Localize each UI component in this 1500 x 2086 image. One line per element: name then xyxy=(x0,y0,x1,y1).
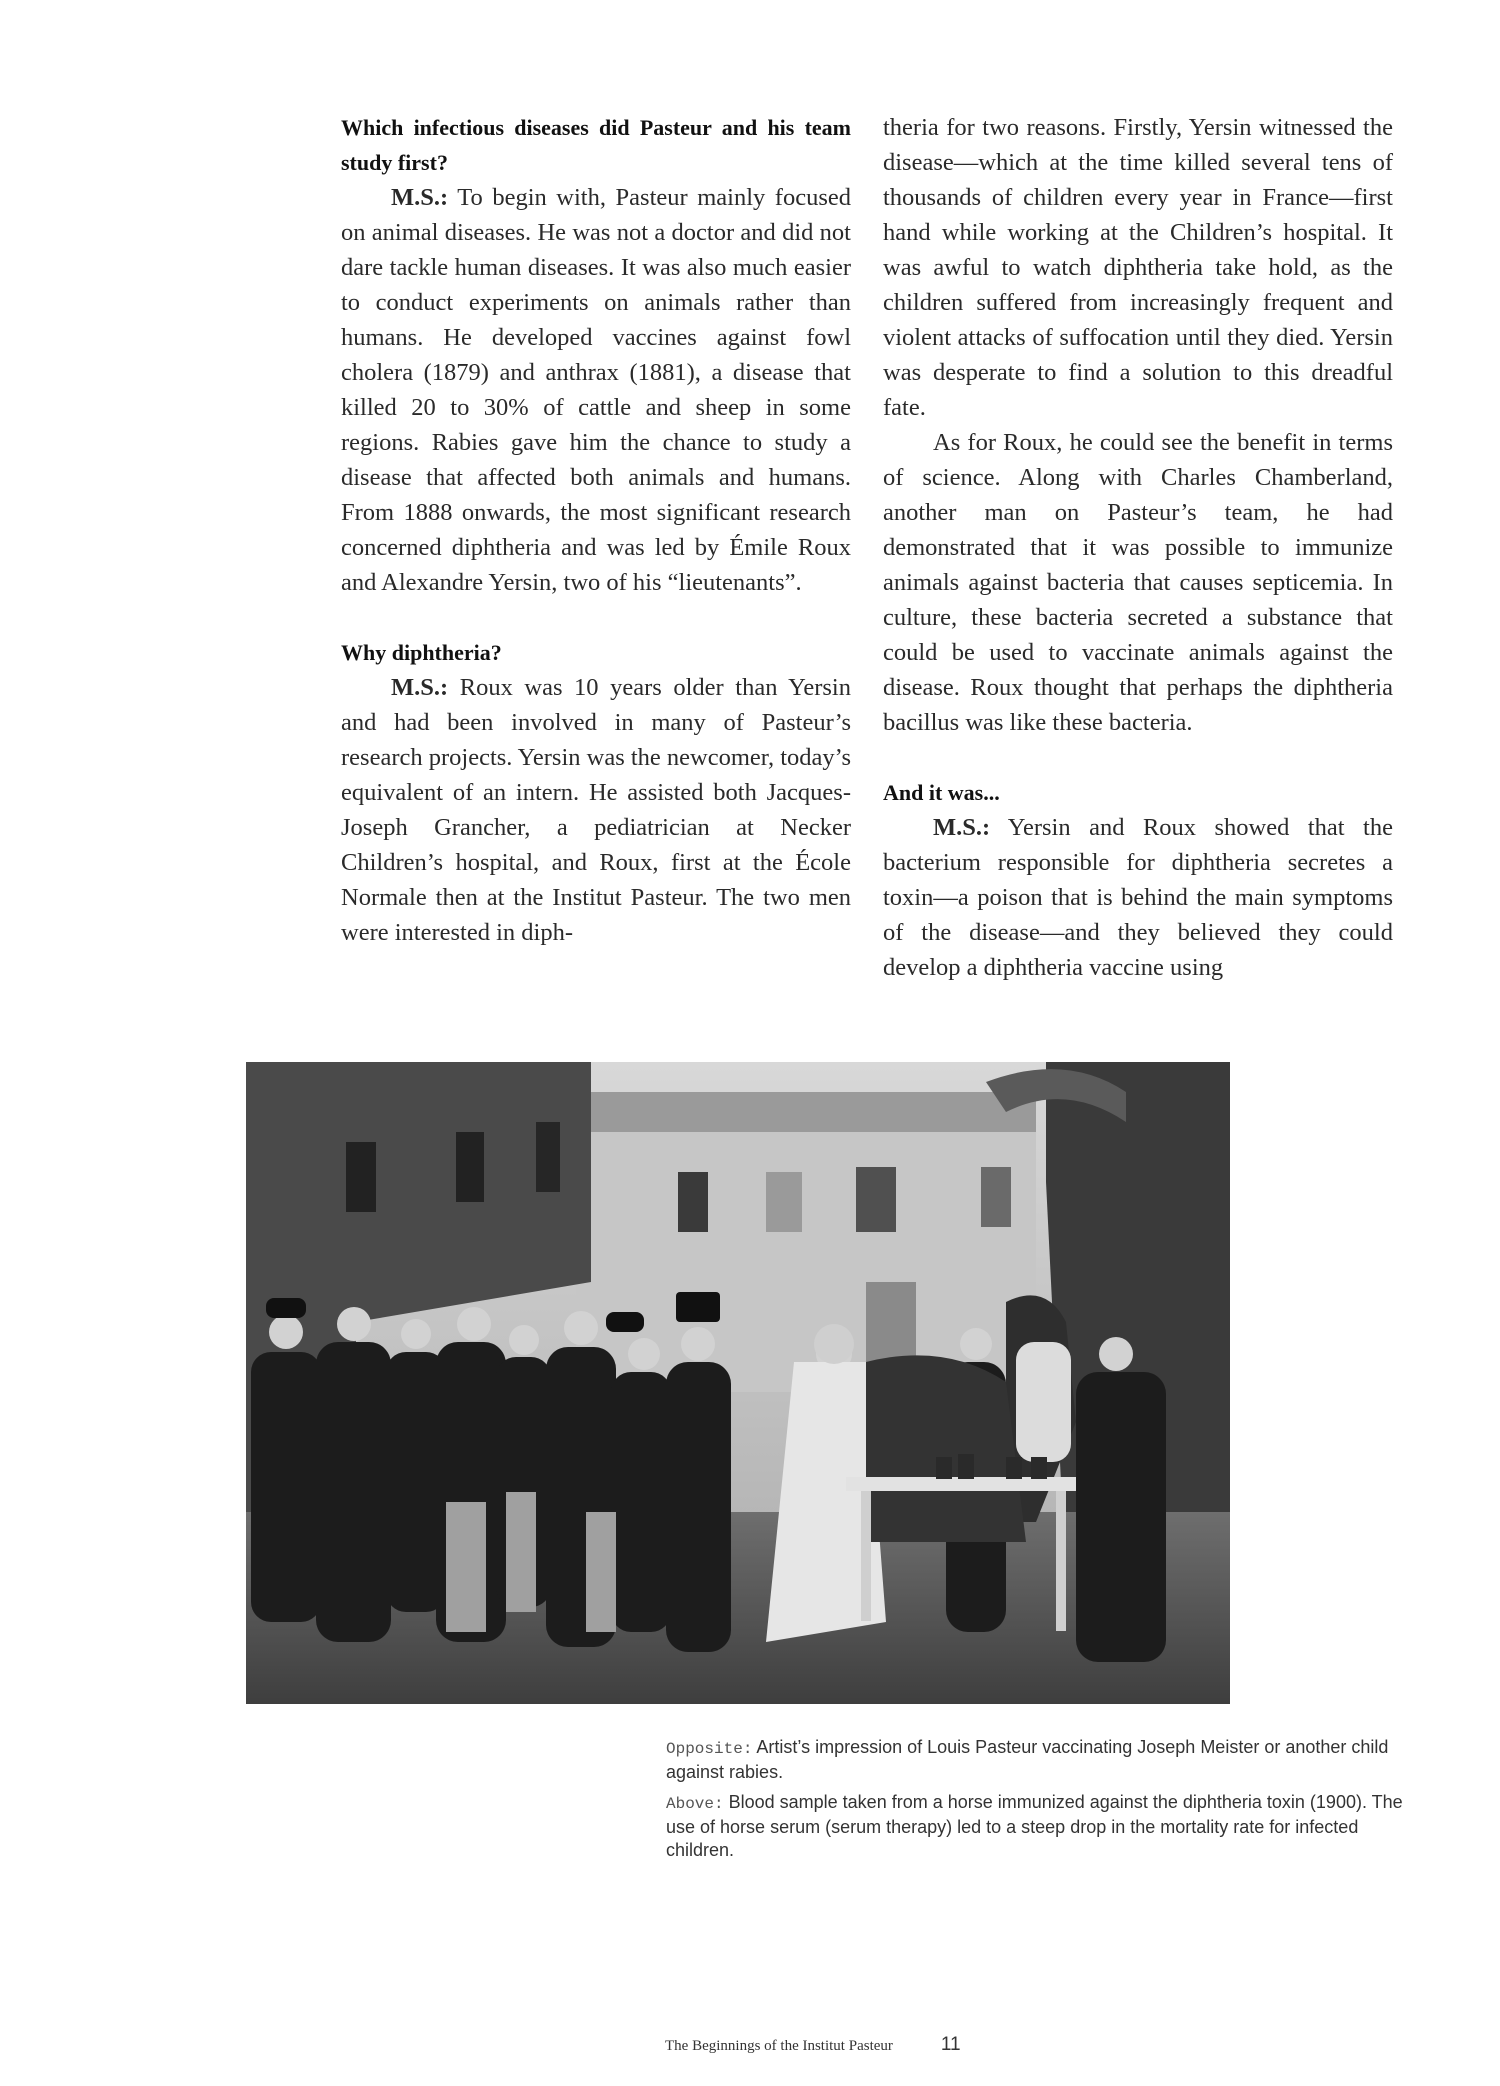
horse-blood-sample-photo xyxy=(246,1062,1230,1704)
page-number: 11 xyxy=(940,2034,961,2055)
speaker-label: M.S.: xyxy=(391,674,449,701)
question-heading-1: Which infectious diseases did Pasteur and his team study first? xyxy=(341,115,851,175)
answer-text-3: Yersin and Roux showed that the bacterium responsible for diphtheria secretes a toxin—a poison that is behind the main symptoms of the disease—and they believed they could develop a diphtheria vaccine using xyxy=(883,814,1393,981)
paragraph-continuation: theria for two reasons. Firstly, Yersin witnessed the disease—which at the time killed several tens of thousands of children every year in France—first hand while working at the Children’s hospital. It was awful to watch diphtheria take hold, as the children suffered from increasingly frequent and violent attacks of suffocation until they died. Yersin was desperate to find a solution to this dreadful fate. xyxy=(883,114,1393,421)
caption-label-opposite: Opposite: xyxy=(666,1740,753,1758)
photo-caption xyxy=(666,1736,1416,1869)
speaker-label: M.S.: xyxy=(391,184,449,211)
right-column xyxy=(883,110,1393,985)
caption-opposite: Opposite: Artist’s impression of Louis Pasteur vaccinating Joseph Meister or another child against rabies. xyxy=(666,1737,1389,1782)
paragraph-roux: As for Roux, he could see the benefit in terms of science. Along with Charles Chamberland, another man on Pasteur’s team, he had demonstrated that it was possible to immunize animals against bacteria that causes septicemia. In culture, these bacteria secreted a substance that could be used to vaccinate animals against the disease. Roux thought that perhaps the diphtheria bacillus was like these bacteria. xyxy=(883,429,1393,736)
speaker-label: M.S.: xyxy=(933,814,991,841)
page-footer xyxy=(665,2034,961,2056)
question-heading-2: Why diphtheria? xyxy=(341,640,502,665)
left-column xyxy=(341,110,851,950)
running-title: The Beginnings of the Institut Pasteur xyxy=(665,2038,893,2054)
caption-above: Above: Blood sample taken from a horse immunized against the diphtheria toxin (1900). The use of horse serum (serum therapy) led to a steep drop in the mortality rate for infected children. xyxy=(666,1792,1403,1860)
answer-paragraph-1 xyxy=(341,180,851,600)
answer-paragraph-2 xyxy=(341,670,851,950)
answer-text-1: To begin with, Pasteur mainly focused on animal diseases. He was not a doctor and did not dare tackle human diseases. It was also much easier to conduct experiments on animals rather than humans. He developed vaccines against fowl cholera (1879) and anthrax (1881), a disease that killed 20 to 30% of cattle and sheep in some regions. Rabies gave him the chance to study a disease that affected both animals and humans. From 1888 onwards, the most significant research concerned diphtheria and was led by Émile Roux and Alexandre Yersin, two of his “lieutenants”. xyxy=(341,184,851,596)
answer-paragraph-3 xyxy=(883,810,1393,985)
historical-photograph xyxy=(246,1062,1230,1704)
answer-text-2: Roux was 10 years older than Yersin and had been involved in many of Pasteur’s research projects. Yersin was the newcomer, today’s equivalent of an intern. He assisted both Jacques-Joseph Grancher, a pediatrician at Necker Children’s hospital, and Roux, first at the École Normale then at the Institut Pasteur. The two men were interested in diph- xyxy=(341,674,851,946)
question-heading-3: And it was... xyxy=(883,780,1000,805)
caption-label-above: Above: xyxy=(666,1795,724,1813)
